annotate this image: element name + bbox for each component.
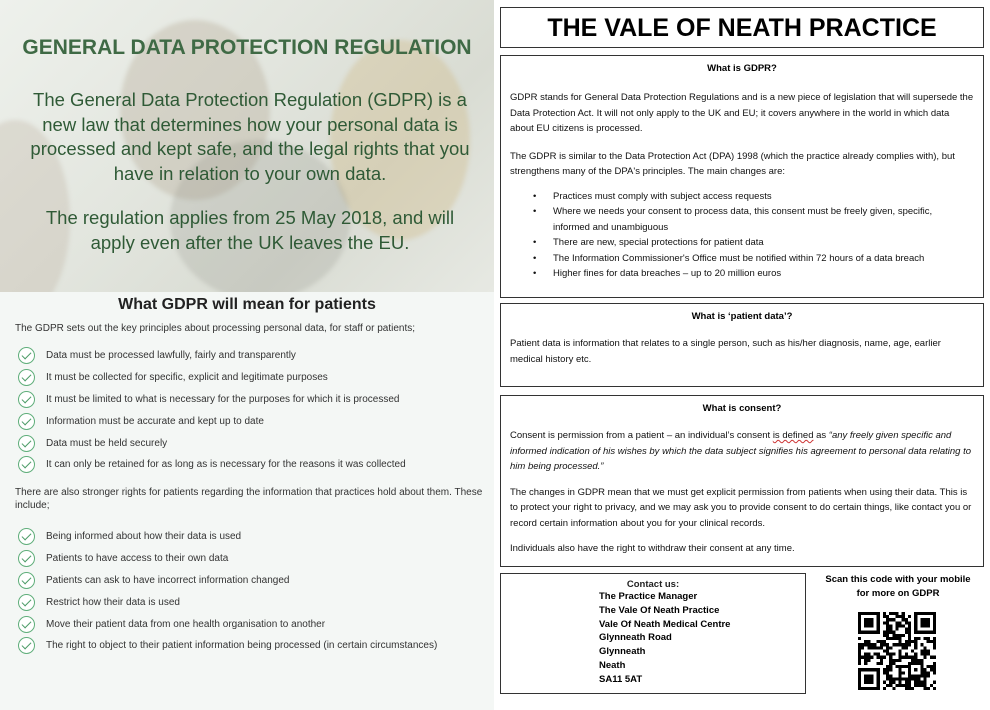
list-item: Being informed about how their data is used (18, 526, 488, 548)
hero-title: GENERAL DATA PROTECTION REGULATION (22, 36, 472, 59)
patients-section-title: What GDPR will mean for patients (118, 296, 376, 313)
rights-list (18, 526, 488, 657)
scan-instructions: Scan this code with your mobile for more on GDPR (825, 574, 971, 599)
qr-code[interactable] (858, 612, 936, 690)
legal-quote: “any freely given specific and informed indication of his wishes by which the data subject signifies his agreement to personal data relating to him being processed.” (510, 430, 972, 472)
contact-line: Glynneath (599, 646, 646, 658)
contact-title: Contact us: (626, 579, 680, 590)
principles-list (18, 345, 488, 476)
list-item: • Practices must comply with subject access requests (533, 189, 967, 205)
consent-box (500, 395, 984, 567)
section-title: What is ‘patient data’? (691, 311, 793, 322)
list-item: Data must be held securely (18, 432, 488, 454)
list-item: • The Information Commissioner's Office must be notified within 72 hours of a data breach (533, 251, 967, 267)
check-circle-icon (18, 616, 35, 633)
contact-line: The Vale Of Neath Practice (599, 604, 720, 616)
check-circle-icon (18, 369, 35, 386)
list-item: It must be limited to what is necessary for the purposes for which it is processed (18, 389, 488, 411)
list-item: It must be collected for specific, explicit and legitimate purposes (18, 367, 488, 389)
contact-line: Neath (599, 659, 626, 671)
patients-intro: The GDPR sets out the key principles about processing personal data, for staff or patients; (15, 323, 416, 334)
list-item: It can only be retained for as long as is necessary for the reasons it was collected (18, 454, 488, 476)
hero-paragraph: The General Data Protection Regulation (GDPR) is a new law that determines how your personal data is processed and kept safe, and the legal rights that you have in relation to your own data. (30, 89, 470, 184)
what-is-gdpr-box (500, 55, 984, 298)
check-circle-icon (18, 391, 35, 408)
check-circle-icon (18, 413, 35, 430)
list-item: The right to object to their patient information being processed (in certain circumstances) (18, 635, 488, 657)
check-circle-icon (18, 347, 35, 364)
contact-line: SA11 5AT (599, 673, 643, 685)
hero-banner (0, 0, 494, 292)
consent-definition: Consent is permission from a patient – an individual’s consent is defined as “any freely given specific and informed indication of his wishes by which the data subject signifies his agreement to personal data relating to him being processed.” (510, 430, 972, 472)
paragraph: Individuals also have the right to withdraw their consent at any time. (510, 543, 795, 554)
patient-data-box (500, 303, 984, 387)
practice-name-box (500, 7, 984, 48)
check-circle-icon (18, 456, 35, 473)
list-item: Data must be processed lawfully, fairly and transparently (18, 345, 488, 367)
paragraph: Patient data is information that relates to a single person, such as his/her diagnosis, name, age, earlier medical history etc. (510, 338, 941, 365)
changes-list (533, 189, 967, 282)
check-circle-icon (18, 435, 35, 452)
contact-line: Vale Of Neath Medical Centre (599, 618, 731, 630)
list-item: Move their patient data from one health organisation to another (18, 613, 488, 635)
rights-intro: There are also stronger rights for patients regarding the information that practices hold about them. These include; (15, 487, 483, 511)
list-item: • Higher fines for data breaches – up to 20 million euros (533, 266, 967, 282)
list-item: • There are new, special protections for patient data (533, 235, 967, 251)
paragraph: The GDPR is similar to the Data Protection Act (DPA) 1998 (which the practice already complies with), but strengthens many of the DPA's principles. The main changes are: (510, 150, 955, 177)
list-item: Patients to have access to their own data (18, 548, 488, 570)
check-circle-icon (18, 637, 35, 654)
check-circle-icon (18, 572, 35, 589)
contact-line: The Practice Manager (599, 591, 698, 602)
check-circle-icon (18, 594, 35, 611)
contact-address (599, 590, 805, 687)
list-item: • Where we needs your consent to process data, this consent must be freely given, specific, informed and unambiguous (533, 204, 967, 235)
spellcheck-underline: is defined (772, 430, 814, 441)
paragraph: GDPR stands for General Data Protection Regulations and is a new piece of legislation that will supersede the Data Protection Act. It will not only apply to the UK and EU; it covers anywhere in the world in which data about EU citizens is processed. (510, 92, 974, 134)
list-item: Restrict how their data is used (18, 591, 488, 613)
contact-box (500, 573, 806, 694)
left-column (0, 0, 494, 710)
paragraph: The changes in GDPR mean that we must get explicit permission from patients when using their data. This is to protect your right to privacy, and we may ask you to provide consent to do certain things, like contact you or record certain information about you for your clinical records. (510, 486, 972, 529)
contact-line: Glynneath Road (599, 632, 672, 644)
list-item: Patients can ask to have incorrect information changed (18, 570, 488, 592)
section-title: What is consent? (702, 403, 782, 414)
list-item: Information must be accurate and kept up to date (18, 410, 488, 432)
hero-paragraph-date: The regulation applies from 25 May 2018, and will apply even after the UK leaves the EU. (45, 207, 455, 253)
practice-title: THE VALE OF NEATH PRACTICE (547, 14, 937, 42)
check-circle-icon (18, 528, 35, 545)
section-title: What is GDPR? (707, 63, 777, 74)
check-circle-icon (18, 550, 35, 567)
